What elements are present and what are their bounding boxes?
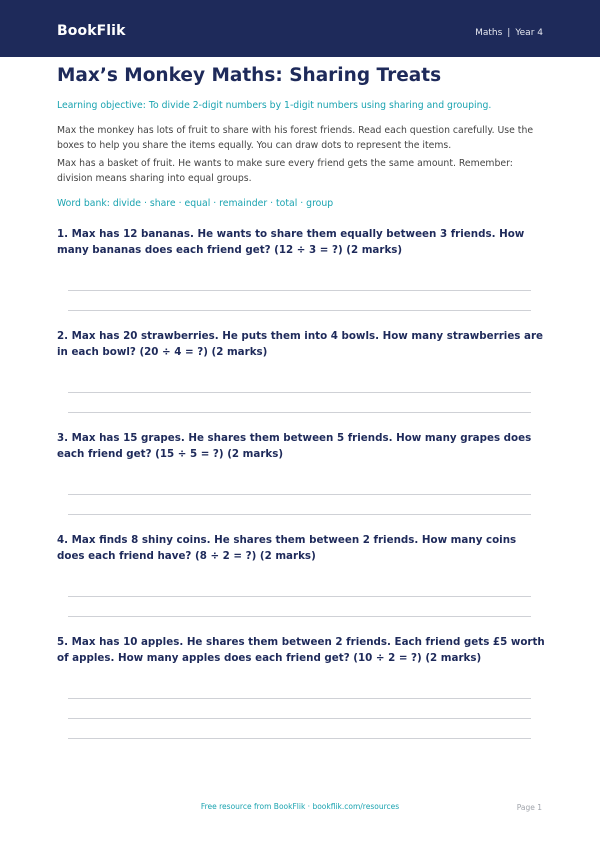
answer-line[interactable] <box>68 290 531 291</box>
intro-paragraph: Max has a basket of fruit. He wants to make sure every friend gets the same amount. Remember: division means sharing into equal groups. <box>57 158 513 184</box>
question-3: 3. Max has 15 grapes. He shares them between 5 friends. How many grapes does each friend get? (15 ÷ 5 = ?) (2 marks) <box>57 432 532 460</box>
question-4: 4. Max finds 8 shiny coins. He shares them between 2 friends. How many coins does each friend have? (8 ÷ 2 = ?) (2 marks) <box>57 534 517 562</box>
intro-paragraph: Max the monkey has lots of fruit to share with his forest friends. Read each question carefully. Use the boxes to help you share the items equally. You can draw dots to represent the items. <box>57 125 534 151</box>
word-bank: Word bank: divide · share · equal · remainder · total · group <box>57 198 334 209</box>
answer-line[interactable] <box>68 738 531 739</box>
breadcrumb-year: Year 4 <box>515 28 543 38</box>
answer-line[interactable] <box>68 718 531 719</box>
page-title: Max’s Monkey Maths: Sharing Treats <box>57 65 442 86</box>
page-number: Page 1 <box>516 803 542 812</box>
answer-line[interactable] <box>68 596 531 597</box>
breadcrumb <box>475 28 543 38</box>
answer-line[interactable] <box>68 392 531 393</box>
question-2: 2. Max has 20 strawberries. He puts them into 4 bowls. How many strawberries are in each bowl? (20 ÷ 4 = ?) (2 marks) <box>57 330 544 358</box>
footer-credit[interactable]: Free resource from BookFlik · bookflik.com/resources <box>200 802 400 811</box>
header-bar <box>0 0 600 57</box>
brand-logo[interactable]: BookFlik <box>57 23 126 39</box>
question-1: 1. Max has 12 bananas. He wants to share them equally between 3 friends. How many bananas does each friend get? (12 ÷ 3 = ?) (2 marks) <box>57 228 525 256</box>
breadcrumb-subject: Maths <box>475 28 503 38</box>
answer-line[interactable] <box>68 412 531 413</box>
answer-line[interactable] <box>68 698 531 699</box>
answer-line[interactable] <box>68 310 531 311</box>
learning-objective: Learning objective: To divide 2-digit numbers by 1-digit numbers using sharing and grouping. <box>57 100 492 111</box>
answer-line[interactable] <box>68 616 531 617</box>
answer-line[interactable] <box>68 494 531 495</box>
answer-line[interactable] <box>68 514 531 515</box>
breadcrumb-separator: | <box>507 28 511 38</box>
question-5: 5. Max has 10 apples. He shares them between 2 friends. Each friend gets £5 worth of apples. How many apples does each friend get? (10 ÷ 2 = ?) (2 marks) <box>57 636 545 664</box>
